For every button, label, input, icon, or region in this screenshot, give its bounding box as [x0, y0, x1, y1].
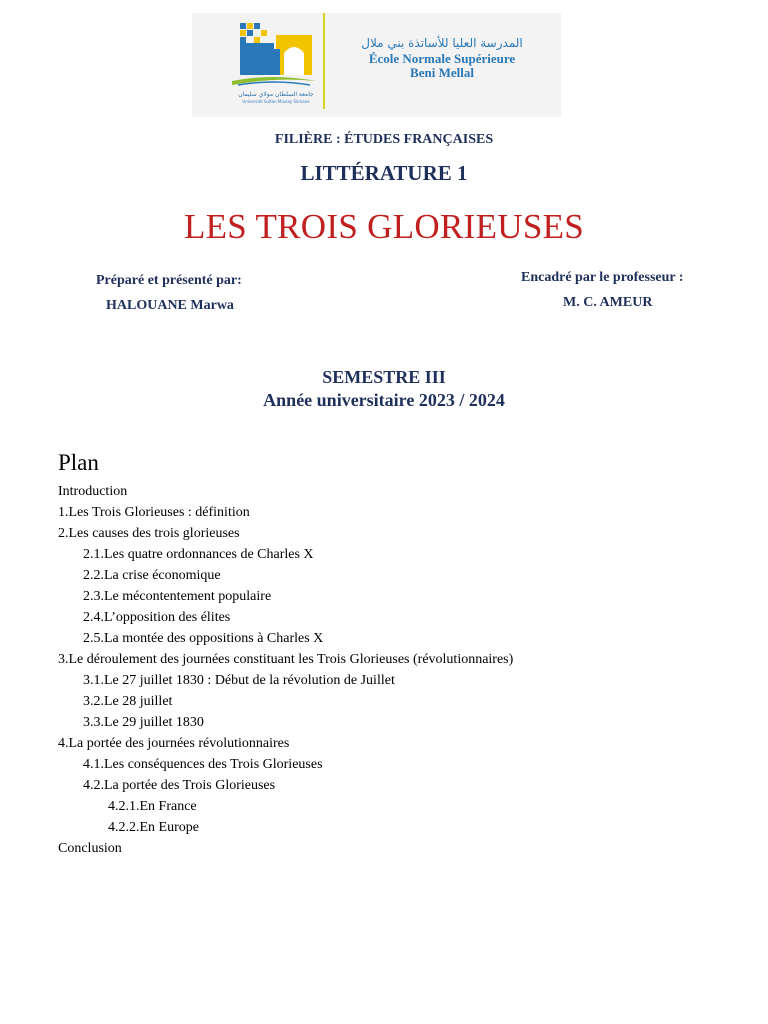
- plan-item: 4.2.La portée des Trois Glorieuses: [83, 778, 276, 793]
- plan-item: 4.2.2.En Europe: [108, 820, 199, 835]
- plan-item: 3.3.Le 29 juillet 1830: [83, 715, 204, 730]
- semester-label: SEMESTRE III: [322, 367, 446, 387]
- university-name: [226, 91, 326, 105]
- subject-heading: LITTÉRATURE 1: [300, 161, 468, 185]
- plan-item: 2.3.Le mécontentement populaire: [83, 589, 272, 604]
- plan-item: 2.1.Les quatre ordonnances de Charles X: [83, 547, 314, 562]
- plan-item: 2.Les causes des trois glorieuses: [58, 526, 240, 541]
- plan-item: Conclusion: [58, 841, 122, 856]
- plan-item: 3.1.Le 27 juillet 1830 : Début de la révolution de Juillet: [83, 673, 395, 688]
- prepared-by-name: HALOUANE Marwa: [106, 298, 234, 313]
- school-name-french: [338, 52, 546, 80]
- academic-year-label: Année universitaire 2023 / 2024: [263, 390, 505, 410]
- prepared-by-label: Préparé et présenté par:: [96, 273, 242, 288]
- plan-item: 2.5.La montée des oppositions à Charles X: [83, 631, 324, 646]
- plan-item: Introduction: [58, 484, 128, 499]
- plan-item: 4.1.Les conséquences des Trois Glorieuses: [83, 757, 323, 772]
- plan-item: 2.4.L’opposition des élites: [83, 610, 231, 625]
- plan-item: 4.La portée des journées révolutionnaires: [58, 736, 290, 751]
- document-title: LES TROIS GLORIEUSES: [183, 207, 585, 246]
- school-name-line2: Beni Mellal: [410, 65, 474, 80]
- school-name-arabic: المدرسة العليا للأساتذة بني ملال: [361, 36, 523, 50]
- plan-list: [58, 481, 513, 859]
- university-name-latin: Université Sultan Moulay Slimane: [242, 99, 310, 104]
- plan-heading: Plan: [58, 450, 99, 475]
- plan-item: 3.2.Le 28 juillet: [83, 694, 173, 709]
- plan-item: 1.Les Trois Glorieuses : définition: [58, 505, 250, 520]
- logo-divider: [323, 13, 325, 109]
- plan-item: 2.2.La crise économique: [83, 568, 221, 583]
- supervised-by-name: M. C. AMEUR: [563, 295, 653, 310]
- header-logo-band: [192, 13, 561, 117]
- plan-item: 3.Le déroulement des journées constituant les Trois Glorieuses (révolutionnaires): [58, 652, 514, 667]
- supervised-by-label: Encadré par le professeur :: [521, 270, 684, 285]
- filiere-heading: FILIÈRE : ÉTUDES FRANÇAISES: [274, 132, 494, 147]
- university-name-arabic: جامعة السلطان مولاي سليمان: [238, 91, 314, 98]
- school-name-line1: École Normale Supérieure: [368, 51, 516, 66]
- plan-item: 4.2.1.En France: [108, 799, 197, 814]
